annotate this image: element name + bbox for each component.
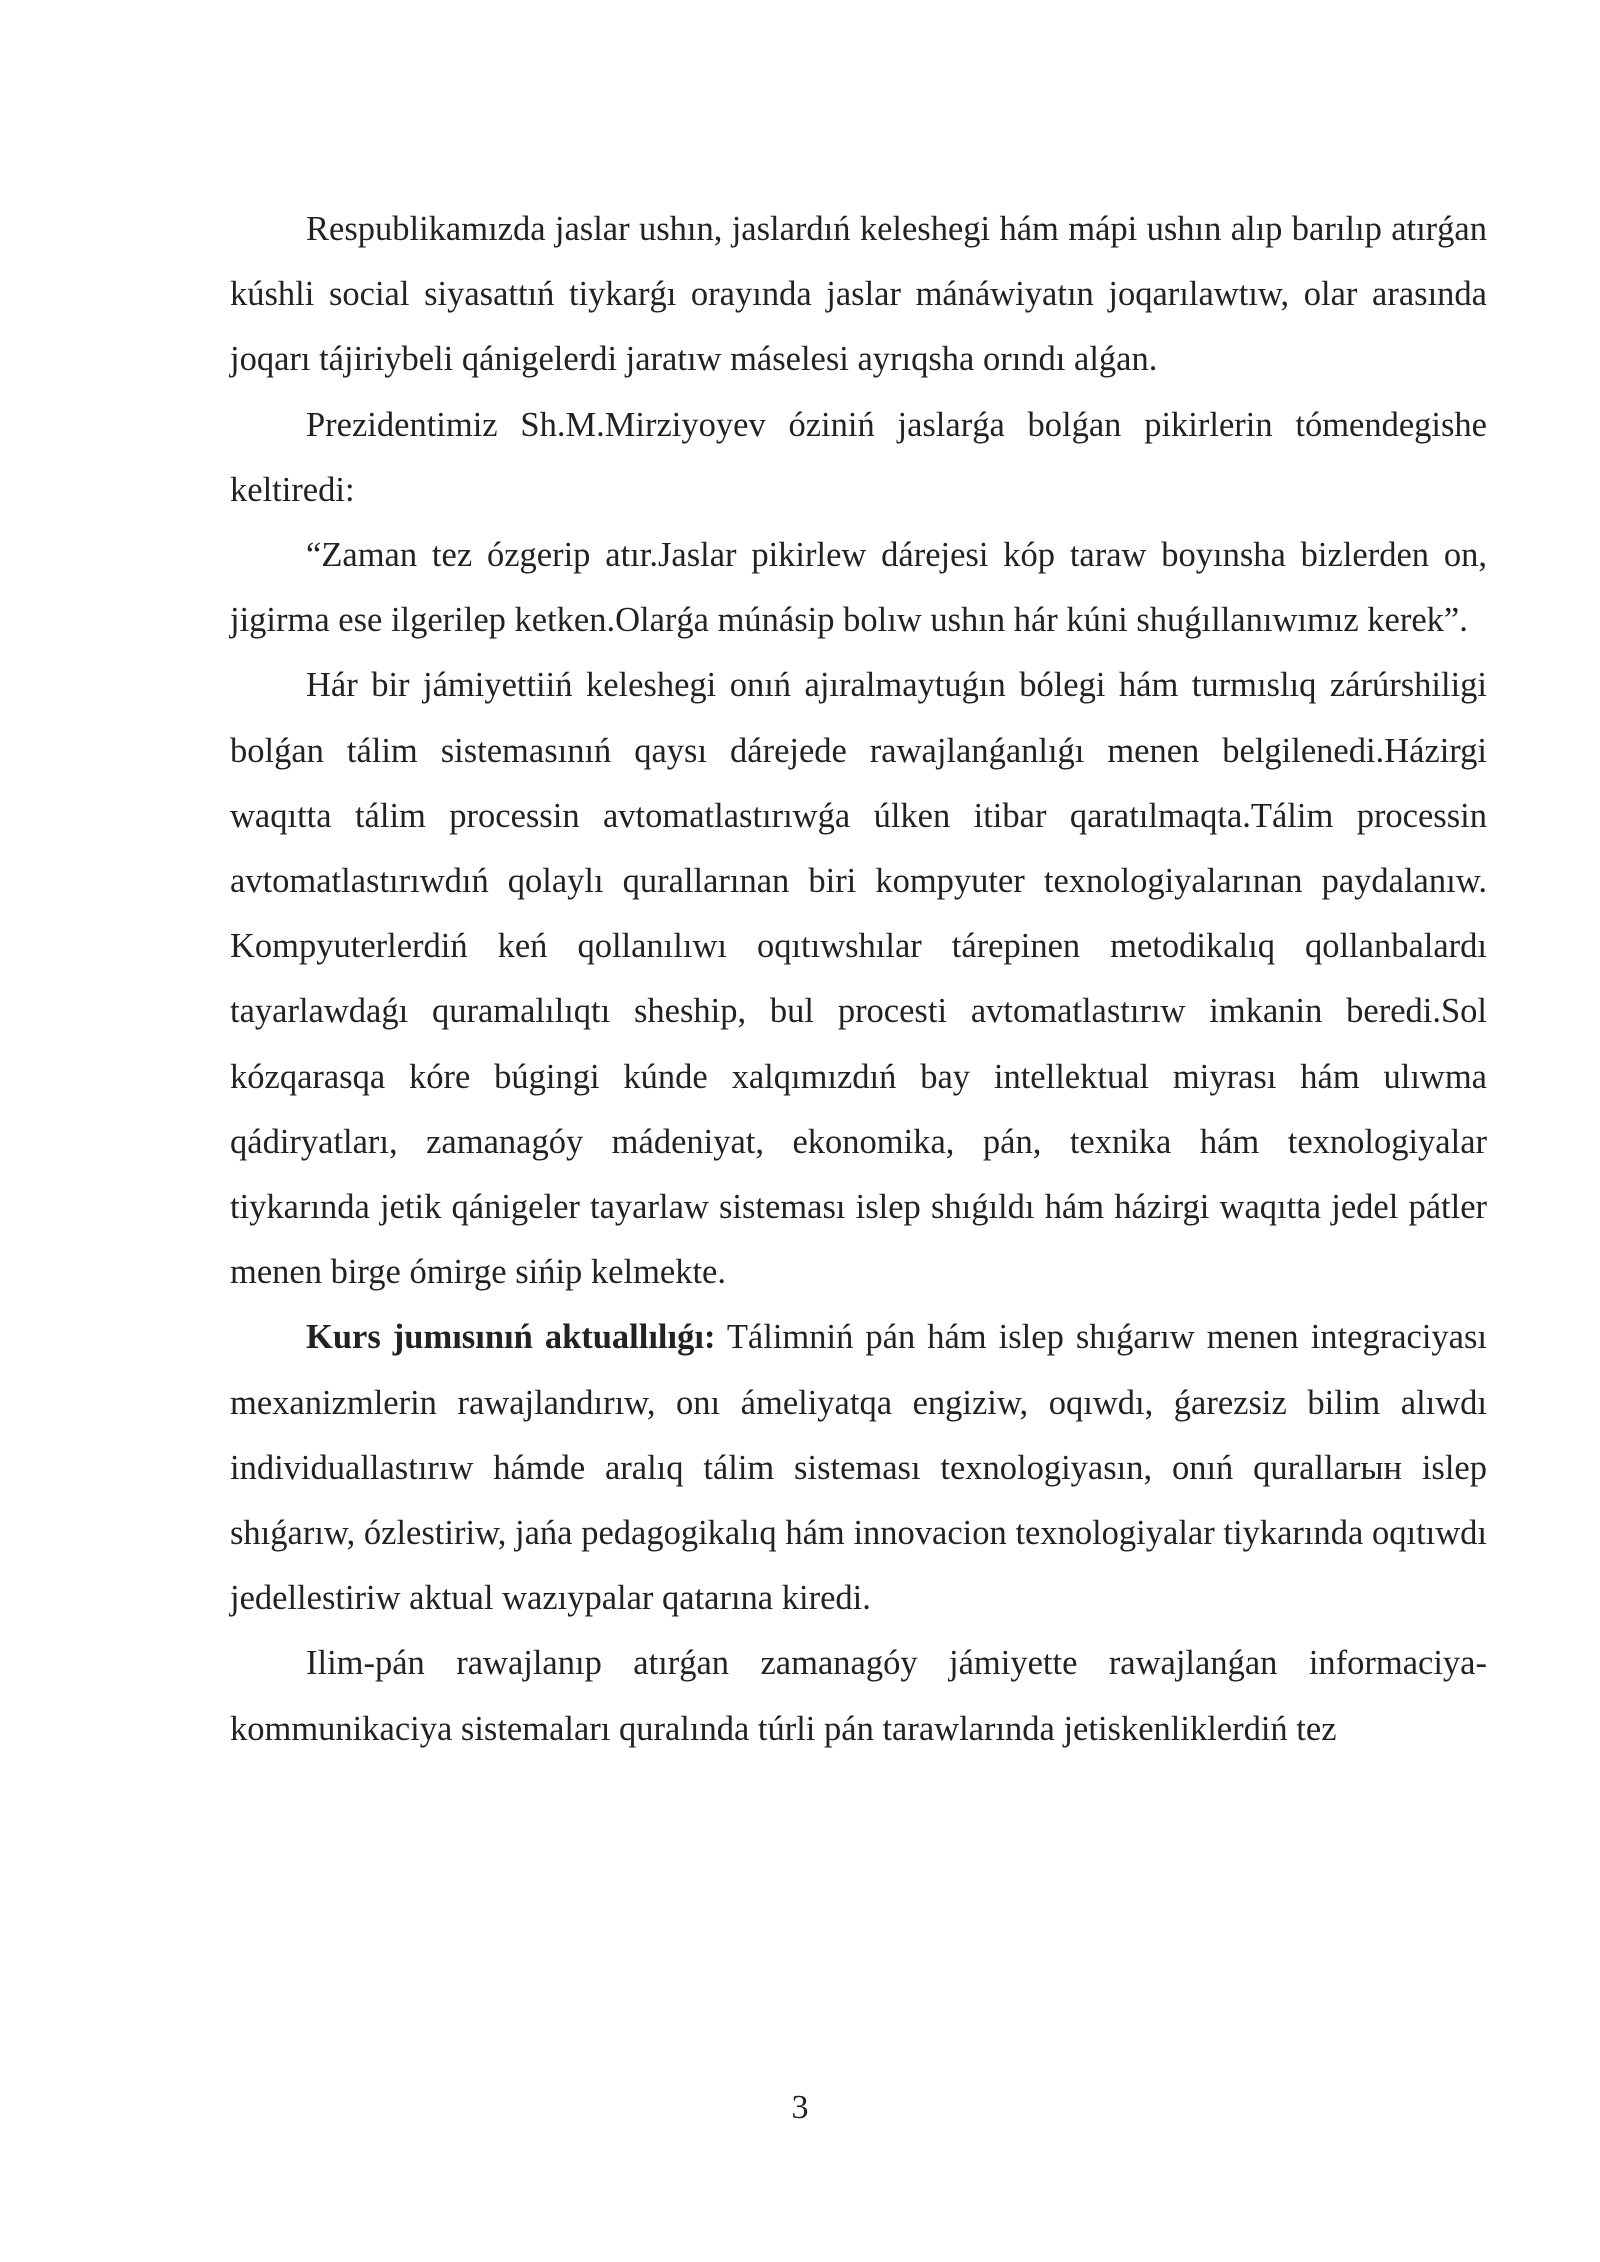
paragraph-2-text: Prezidentimiz Sh.M.Mirziyoyev óziniń jaslarǵa bolǵan pikirlerin tómendegishe keltiredi:	[230, 405, 1487, 509]
paragraph-4	[230, 653, 1487, 1305]
paragraph-4-text: Hár bir jámiyettiiń keleshegi onıń ajıralmaytuǵın bólegi hám turmıslıq zárúrshiligi bolǵan tálim sistemasınıń qaysı dárejede rawajlanǵanlıǵı menen belgilenedi.Házirgi waqıtta tálim processin avtomatlastırıwǵa úlken itibar qaratılmaqta.Tálim processin avtomatlastırıwdıń qolaylı qurallarınan biri kompyuter texnologiyalarınan paydalanıw. Kompyuterlerdiń keń qollanılıwı oqıtıwshılar tárepinen metodikalıq qollanbalardı tayarlawdaǵı quramalılıqtı sheship, bul procesti avtomatlastırıw imkanin beredi.Sol kózqarasqa kóre búgingi kúnde xalqımızdıń bay intellektual miyrası hám ulıwma qádiryatları, zamanagóy mádeniyat, ekonomika, pán, texnika hám texnologiyalar tiykarında jetik qánigeler tayarlaw sisteması islep shıǵıldı hám házirgi waqıtta jedel pátler menen birge ómirge sińip kelmekte.	[230, 666, 1487, 1292]
paragraph-3-quote	[230, 523, 1487, 653]
paragraph-5-text: Tálimniń pán hám islep shıǵarıw menen integraciyası mexanizmlerin rawajlandırıw, onı ámeliyatqa engiziw, oqıwdı, ǵarezsiz bilim alıwdı individuallastırıw hámde aralıq tálim sisteması texnologiyasın, onıń qurallarын islep shıǵarıw, ózlestiriw, jańa pedagogikalıq hám innovacion texnologiyalar tiykarında oqıtıwdı jedellestiriw aktual wazıypalar qatarına kiredi.	[230, 1318, 1487, 1618]
paragraph-6	[230, 1631, 1487, 1761]
paragraph-5-heading: Kurs jumısınıń aktuallılıǵı:	[306, 1318, 716, 1357]
paragraph-6-text: Ilim-pán rawajlanıp atırǵan zamanagóy jámiyette rawajlanǵan informaciya-kommunikaciya sistemaları quralında túrli pán tarawlarında jetiskenliklerdiń tez	[230, 1644, 1487, 1748]
document-body	[230, 197, 1487, 1762]
paragraph-1-text: Respublikamızda jaslar ushın, jaslardıń keleshegi hám mápi ushın alıp barılıp atırǵan kúshli social siyasattıń tiykarǵı orayında jaslar mánáwiyatın joqarılawtıw, olar arasında joqarı tájiriybeli qánigelerdi jaratıw máselesi ayrıqsha orındı alǵan.	[230, 210, 1487, 379]
page-number: 3	[791, 2089, 809, 2126]
paragraph-2	[230, 393, 1487, 523]
paragraph-1	[230, 197, 1487, 393]
paragraph-3-text: “Zaman tez ózgerip atır.Jaslar pikirlew dárejesi kóp taraw boyınsha bizlerden on, jigirma ese ilgerilep ketken.Olarǵa múnásip bolıw ushın hár kúni shuǵıllanıwımız kerek”.	[230, 536, 1487, 640]
paragraph-5-relevance	[230, 1305, 1487, 1631]
